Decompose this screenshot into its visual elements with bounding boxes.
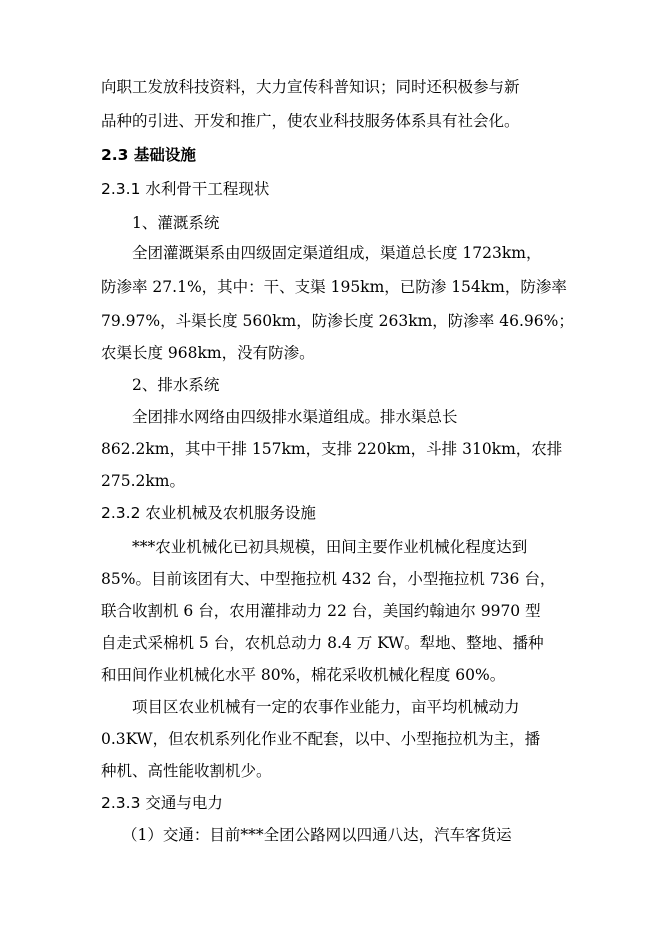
paragraph-line: 85%。目前该团有大、中型拖拉机 432 台，小型拖拉机 736 台， [101, 570, 556, 588]
paragraph-line: 862.2km，其中干排 157km，支排 220km，斗排 310km，农排 [101, 440, 563, 458]
paragraph-line: 自走式采棉机 5 台，农机总动力 8.4 万 KW。犁地、整地、播种 [101, 634, 544, 652]
item-heading-irrigation: 1、灌溉系统 [132, 214, 220, 232]
paragraph-line: 品种的引进、开发和推广，使农业科技服务体系具有社会化。 [101, 112, 520, 130]
paragraph-line: 防渗率 27.1%，其中：干、支渠 195km，已防渗 154km，防渗率 [101, 278, 567, 296]
paragraph-line: 0.3KW，但农机系列化作业不配套，以中、小型拖拉机为主，播 [101, 730, 541, 748]
subsection-heading-2-3-2: 2.3.2 农业机械及农机服务设施 [101, 504, 316, 522]
paragraph-line: 项目区农业机械有一定的农事作业能力，亩平均机械动力 [132, 698, 520, 716]
paragraph-line: （1）交通：目前***全团公路网以四通八达，汽车客货运 [122, 826, 512, 844]
paragraph-line: 联合收割机 6 台，农用灌排动力 22 台，美国约翰迪尔 9970 型 [101, 602, 541, 620]
section-heading-2-3: 2.3 基础设施 [101, 146, 196, 164]
paragraph-line: 种机、高性能收割机少。 [101, 762, 272, 780]
subsection-heading-2-3-1: 2.3.1 水利骨干工程现状 [101, 180, 270, 198]
paragraph-line: 275.2km。 [101, 472, 185, 490]
paragraph-line: 向职工发放科技资料，大力宣传科普知识；同时还积极参与新 [101, 78, 520, 96]
subsection-heading-2-3-3: 2.3.3 交通与电力 [101, 794, 223, 812]
paragraph-line: 79.97%，斗渠长度 560km，防渗长度 263km，防渗率 46.96%； [101, 312, 574, 330]
paragraph-line: ***农业机械化已初具规模，田间主要作业机械化程度达到 [132, 538, 528, 556]
item-heading-drainage: 2、排水系统 [132, 376, 220, 394]
paragraph-line: 农渠长度 968km，没有防渗。 [101, 344, 315, 362]
paragraph-line: 和田间作业机械化水平 80%，棉花采收机械化程度 60%。 [101, 666, 506, 684]
paragraph-line: 全团排水网络由四级排水渠道组成。排水渠总长 [132, 408, 458, 426]
paragraph-line: 全团灌溉渠系由四级固定渠道组成，渠道总长度 1723km， [132, 244, 542, 262]
